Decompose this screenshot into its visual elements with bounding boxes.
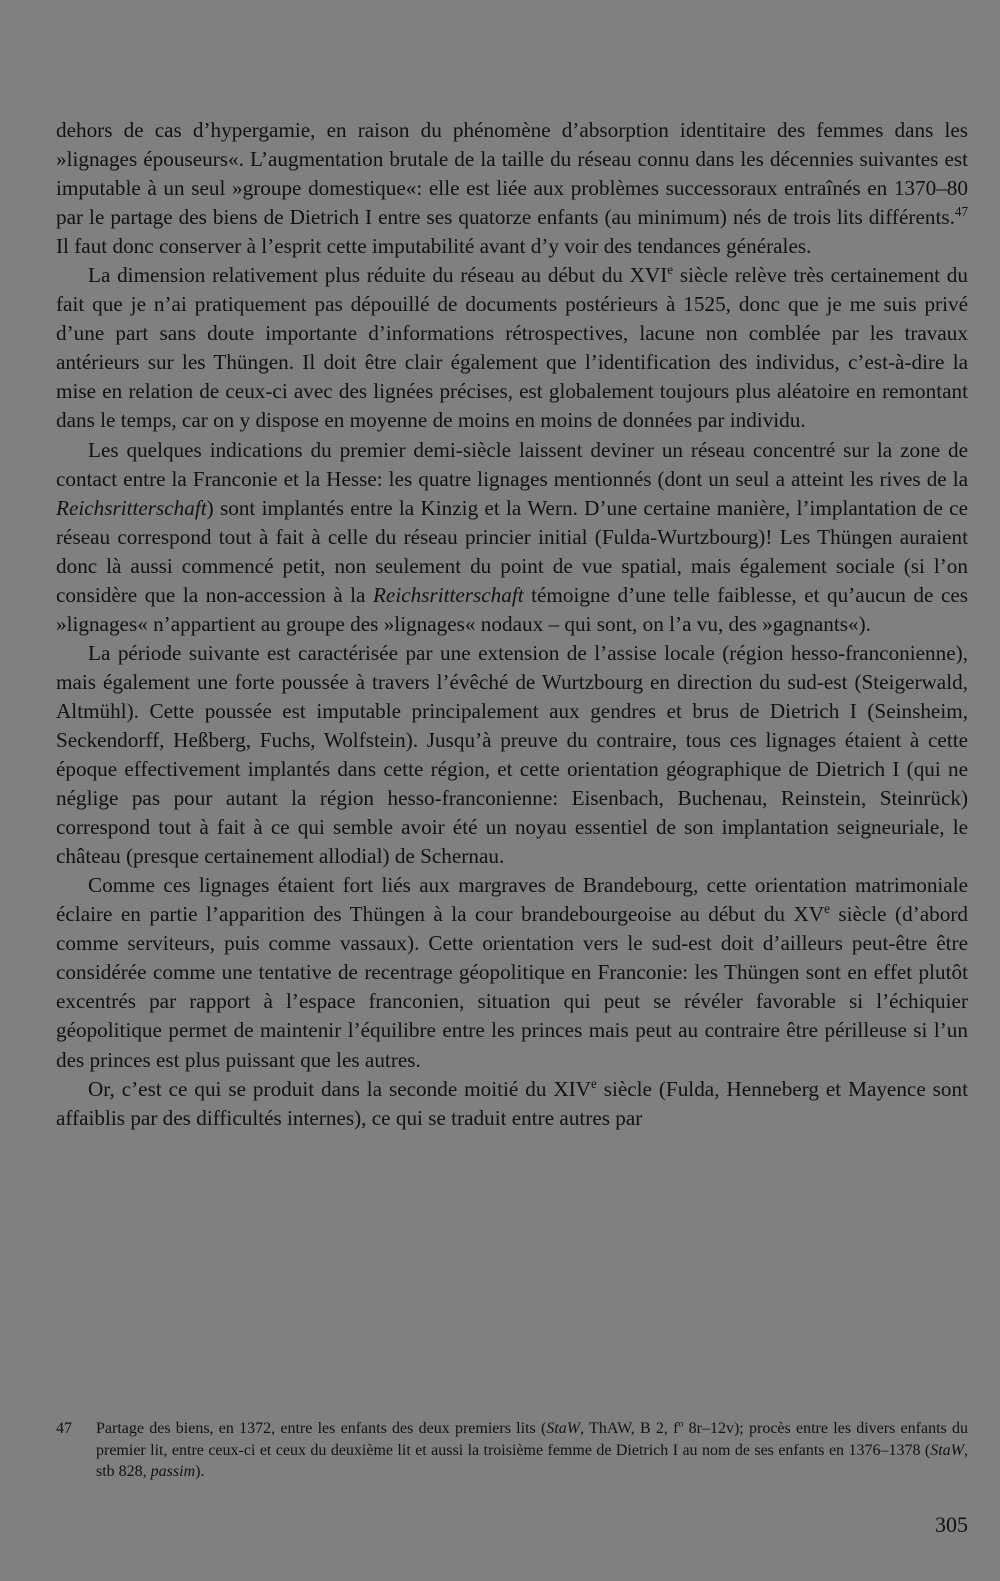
- text-span: Les quelques indications du premier demi-siècle laissent deviner un réseau concentré sur la zone de contact entre la Franconie et la Hesse: les quatre lignages mentionnés (dont un seul a atteint les rives de la: [56, 437, 968, 491]
- text-span: 8r–12v); procès entre les divers enfants du premier lit, entre ceux-ci et ceux du deuxième lit et aussi la troisième femme de Dietrich I au nom de ses enfants en 1376–1378 (: [96, 1420, 968, 1459]
- footnote-number: 47: [56, 1420, 72, 1437]
- text-span: Comme ces lignages étaient fort liés aux margraves de Brandebourg, cette orientation matrimoniale éclaire en partie l’apparition des Thüngen à la cour brandebourgeoise au début du XV: [56, 873, 968, 927]
- text-span: La période suivante est caractérisée par une extension de l’assise locale (région hesso-franconienne), mais également une forte poussée à travers l’évêché de Wurtzbourg en direction du sud-est (Steigerwald, Altmühl). Cette poussée est imputable principalement aux gendres et brus de Dietrich I (Seinsheim, Seckendorff, Heßberg, Fuchs, Wolfstein). Jusqu’à preuve du contraire, tous ces lignages étaient à cette époque effectivement implantés dans cette région, et cette orientation géographique de Dietrich I (qui ne néglige pas pour autant la région hesso-franconienne: Eisenbach, Buchenau, Reinstein, Steinrück) correspond tout à fait à ce qui semble avoir été un noyau essentiel de son implantation seigneuriale, le château (presque certainement allodial) de Schernau.: [56, 640, 968, 869]
- text-span: ) sont implantés entre la Kinzig et la Wern. D’une certaine manière, l’implantation de ce réseau correspond tout à fait à celle du réseau princier initial (Fulda-Wurtzbourg)! Les Thüngen auraient donc là aussi commencé petit, non seulement du point de vue spatial, mais également sociale (si l’on considère que la non-accession à la: [56, 495, 968, 607]
- text-span: témoigne d’une telle faiblesse, et qu’aucun de ces »lignages« n’appartient au groupe des »lignages« nodaux – qui sont, on l’a vu, des »gagnants«).: [56, 582, 968, 636]
- page-number: 305: [935, 1512, 968, 1537]
- text-span: , stb 828,: [96, 1441, 968, 1480]
- superscript: e: [590, 1075, 597, 1091]
- text-span: Or, c’est ce qui se produit dans la seconde moitié du XIV: [88, 1076, 591, 1101]
- paragraph: [56, 1075, 968, 1133]
- italic-term: passim: [150, 1463, 196, 1480]
- superscript: e: [667, 262, 674, 278]
- text-span: , ThAW, B 2, f: [580, 1420, 679, 1437]
- text-span: siècle (Fulda, Henneberg et Mayence sont affaiblis par des difficultés internes), ce qui se traduit entre autres par: [56, 1076, 968, 1130]
- text-span: siècle relève très certainement du fait que je n’ai pratiquement pas dépouillé de documents postérieurs à 1525, donc que je me suis privé d’une part sans doute importante d’informations rétrospectives, lacune non comblée par les travaux antérieurs sur les Thüngen. Il doit être clair également que l’identification des individus, c’est-à-dire la mise en relation de ceux-ci avec des lignées précises, est globalement toujours plus aléatoire en remontant dans le temps, car on y dispose en moyenne de moins en moins de données par individu.: [56, 263, 968, 433]
- italic-term: StaW: [930, 1441, 964, 1459]
- paragraph: [56, 116, 968, 261]
- italic-term: StaW: [546, 1420, 581, 1437]
- italic-term: Reichsritterschaft: [56, 495, 207, 520]
- paragraph: [56, 261, 968, 435]
- text-span: dehors de cas d’hypergamie, en raison du phénomène d’absorption identitaire des femmes dans les »lignages épouseurs«. L’augmentation brutale de la taille du réseau connu dans les décennies suivantes est imputable à un seul »groupe domestique«: elle est liée aux problèmes successoraux entraînés en 1370–80 par le partage des biens de Dietrich I entre ses quatorze enfants (au minimum) nés de trois lits différents.: [56, 118, 968, 230]
- text-span: Partage des biens, en 1372, entre les enfants des deux premiers lits (: [96, 1420, 547, 1437]
- text-span: La dimension relativement plus réduite du réseau au début du XVI: [88, 263, 668, 288]
- body-text: [56, 116, 968, 1133]
- text-span: siècle (d’abord comme serviteurs, puis comme vassaux). Cette orientation vers le sud-est doit d’ailleurs peut-être être considérée comme une tentative de recentrage géopolitique en Franconie: les Thüngen sont en effet plutôt excentrés par rapport à l’espace franconien, situation qui peut se révéler favorable si l’échiquier géopolitique permet de maintenir l’équilibre entre les princes mais peut au contraire être périlleuse si l’un des princes est plus puissant que les autres.: [56, 902, 968, 1072]
- superscript: e: [824, 901, 830, 917]
- italic-term: Reichsritterschaft: [372, 582, 524, 607]
- footnote: [56, 1418, 968, 1483]
- superscript: o: [678, 1418, 684, 1430]
- footnote-text: [96, 1418, 968, 1483]
- footnotes: [56, 1418, 968, 1483]
- footnote-reference: 47: [954, 204, 968, 220]
- paragraph: [56, 436, 968, 639]
- paragraph: [56, 639, 968, 871]
- paragraph: [56, 871, 968, 1074]
- text-span: Il faut donc conserver à l’esprit cette imputabilité avant d’y voir des tendances générales.: [56, 234, 812, 259]
- text-span: ).: [195, 1463, 205, 1480]
